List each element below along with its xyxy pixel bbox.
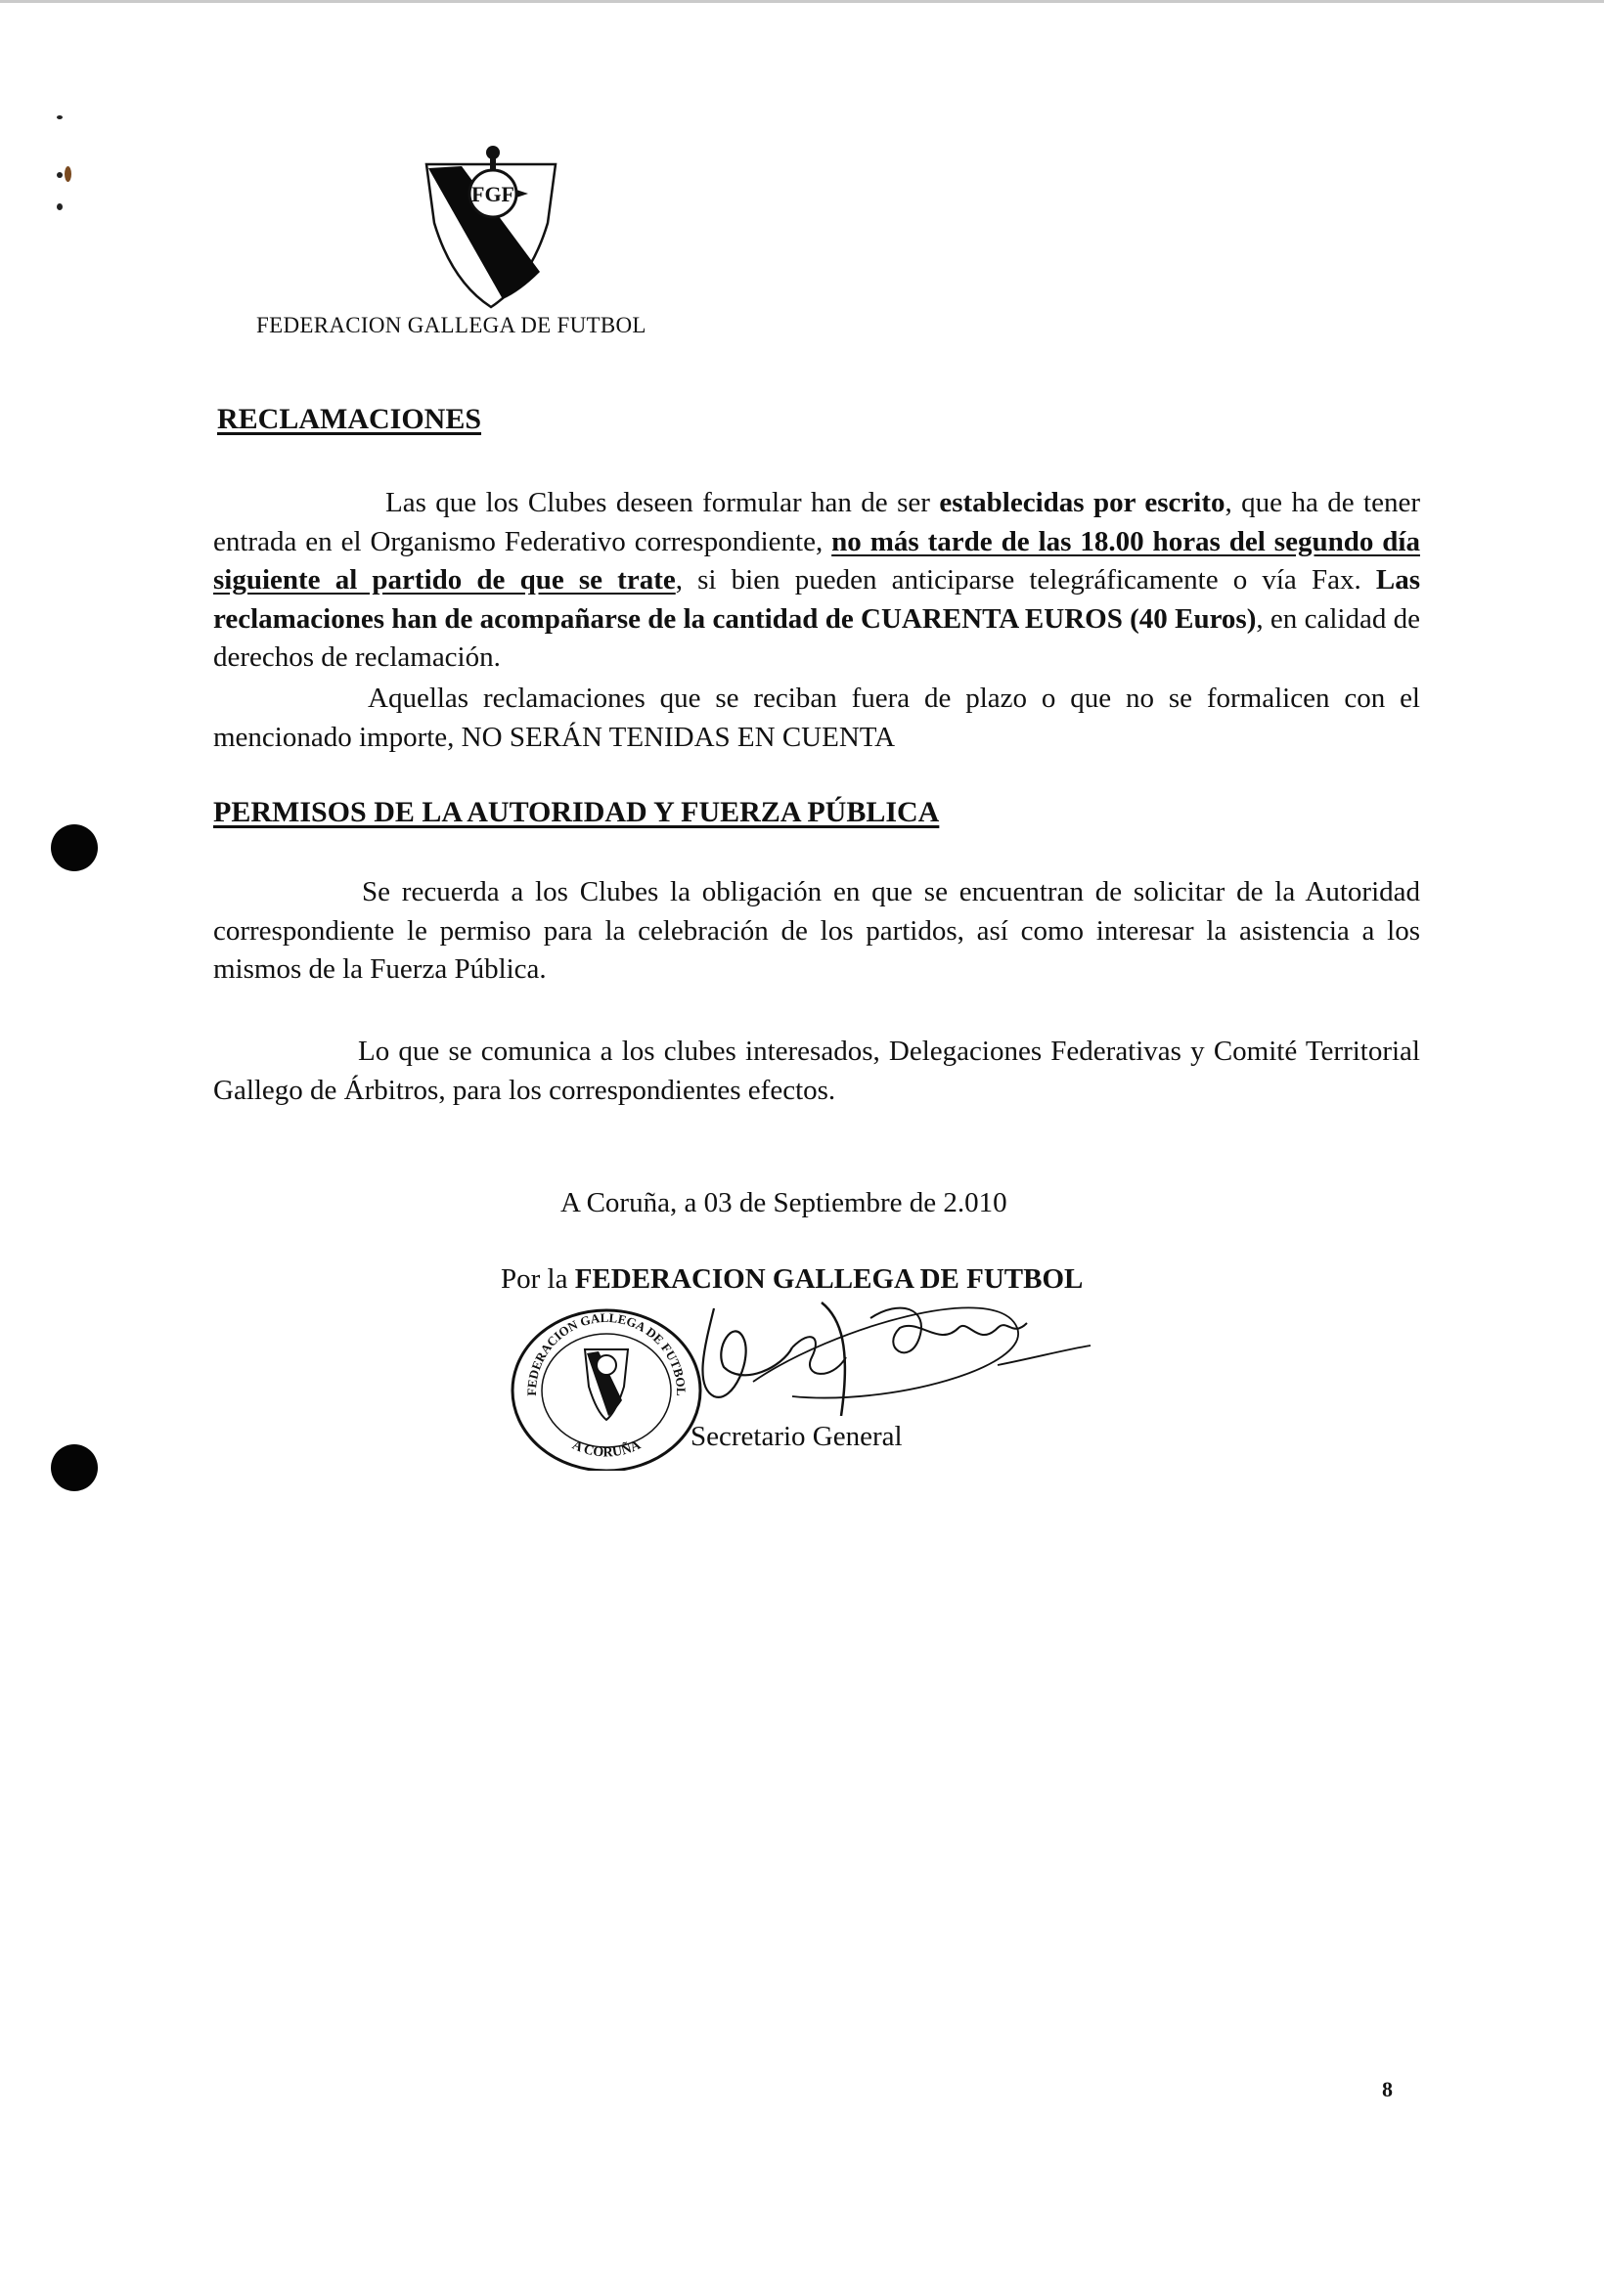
reclamaciones-paragraph-2: Aquellas reclamaciones que se reciban fuera de plazo o que no se formalicen con el mencionado importe, NO SERÁN TENIDAS EN CUENTA	[213, 683, 1420, 753]
text-run-bold: FEDERACION GALLEGA DE FUTBOL	[574, 1263, 1084, 1295]
section-title-reclamaciones: RECLAMACIONES	[217, 403, 482, 435]
reclamaciones-paragraph-1	[213, 484, 1420, 678]
punch-hole-bottom	[51, 1444, 98, 1491]
text-run: , que ha de tener entrada en el Organismo Federativo correspondiente,	[213, 487, 1421, 557]
text-run: , si bien pueden anticiparse telegráficamente o vía Fax.	[675, 564, 1376, 596]
stamp-city-text: A CORUÑA	[569, 1437, 644, 1461]
handwritten-signature	[675, 1289, 1095, 1416]
svg-text:A CORUÑA	[570, 1437, 645, 1460]
text-run-bold: establecidas por escrito	[939, 487, 1225, 518]
place-date: A Coruña, a 03 de Septiembre de 2.010	[560, 1187, 1007, 1218]
section-title-permisos: PERMISOS DE LA AUTORIDAD Y FUERZA PÚBLICA	[213, 796, 940, 828]
scan-top-edge	[0, 0, 1604, 3]
fee-text: Las reclamaciones han de acompañarse de la cantidad de CUARENTA EUROS (40 Euros)	[213, 564, 1420, 635]
text-run: , en calidad de derechos de reclamación.	[213, 602, 1420, 673]
punch-hole-top	[51, 824, 98, 871]
scan-speck	[57, 203, 63, 210]
scan-speck	[57, 115, 63, 119]
logo-letters: FGF	[471, 182, 514, 206]
text-run: Las que los Clubes deseen formular han de ser	[385, 487, 940, 518]
permisos-paragraph: Se recuerda a los Clubes la obligación en que se encuentran de solicitar de la Autoridad correspondiente le permiso para la celebración de los partidos, así como interesar la asistencia a los mismos de la Fuerza Pública.	[213, 876, 1420, 985]
scan-speck	[57, 172, 63, 178]
federation-name: FEDERACION GALLEGA DE FUTBOL	[256, 313, 646, 337]
closing-paragraph: Lo que se comunica a los clubes interesados, Delegaciones Federativas y Comité Territorial Gallego de Árbitros, para los correspondientes efectos.	[213, 1036, 1420, 1106]
deadline-text: no más tarde de las 18.00 horas del segundo día siguiente al partido de que se trate	[213, 525, 1420, 596]
stamp-ring-text: FEDERACION GALLEGA DE FUTBOL	[523, 1309, 690, 1396]
scan-speck	[65, 166, 71, 182]
text-run: Por la	[501, 1263, 575, 1295]
signer-role: Secretario General	[691, 1421, 903, 1452]
page-number: 8	[1382, 2077, 1393, 2101]
federation-shield-logo	[423, 145, 559, 311]
